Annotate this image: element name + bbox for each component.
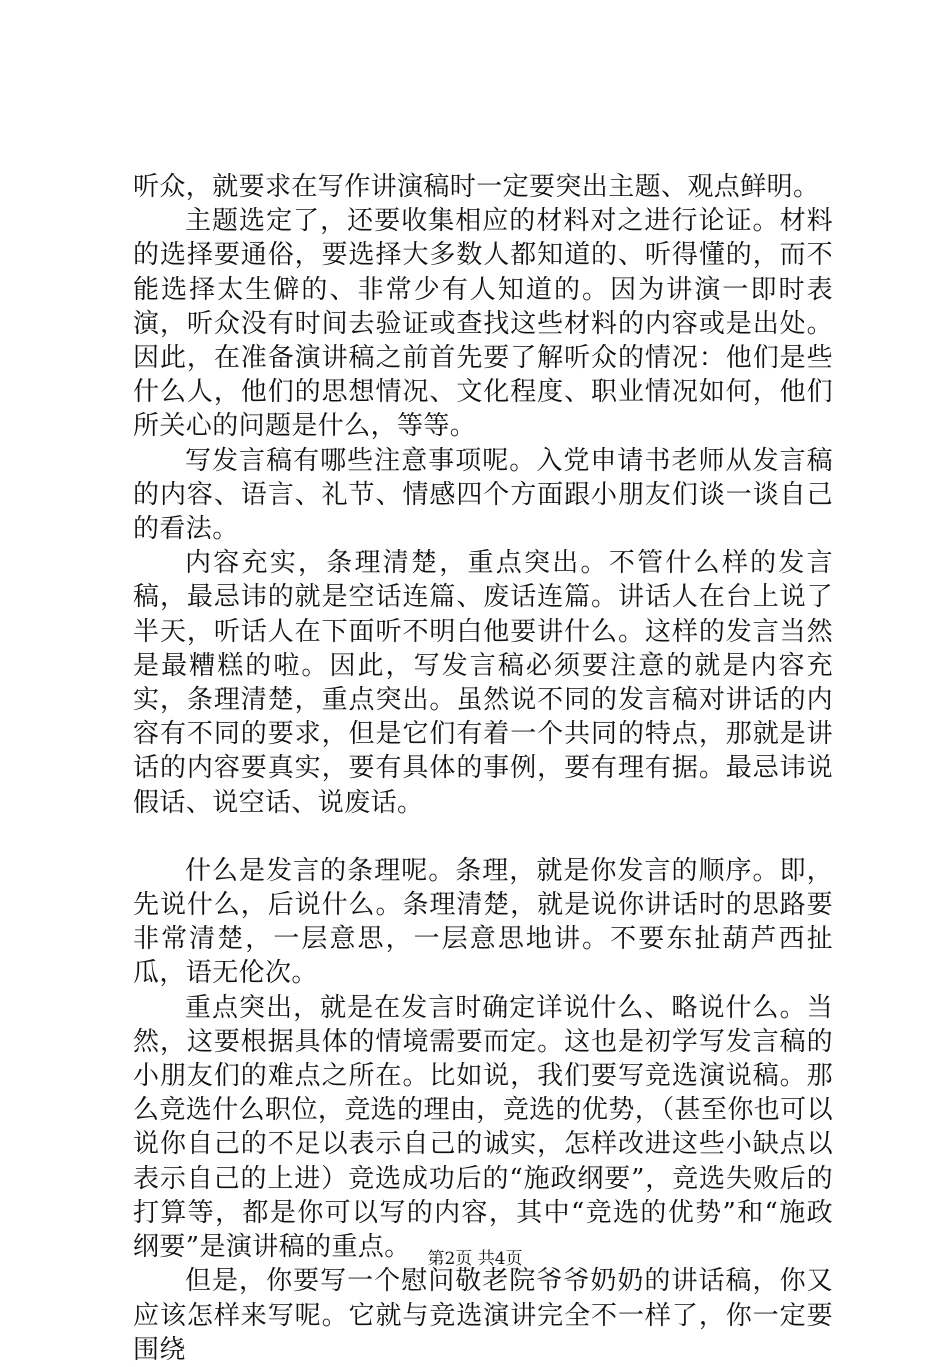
paragraph-order: 什么是发言的条理呢。条理，就是你发言的顺序。即，先说什么，后说什么。条理清楚，就是说你讲话时的思路要非常清楚，一层意思，一层意思地讲。不要东扯葫芦西扯瓜，语无伦次。 xyxy=(133,855,833,989)
paragraph-visit-speech: 但是，你要写一个慰问敬老院爷爷奶奶的讲话稿，你又应该怎样来写呢。它就与竞选演讲完全不一样了，你一定要围绕 xyxy=(133,1266,833,1365)
paragraph-topic-material: 主题选定了，还要收集相应的材料对之进行论证。材料的选择要通俗，要选择大多数人都知道的、听得懂的，而不能选择太生僻的、非常少有人知道的。因为讲演一即时表演，听众没有时间去验证或查找这些材料的内容或是出处。因此，在准备演讲稿之前首先要了解听众的情况：他们是些什么人，他们的思想情况、文化程度、职业情况如何，他们所关心的问题是什么，等等。 xyxy=(133,206,833,442)
document-body xyxy=(133,170,833,1367)
paragraph-emphasis: 重点突出，就是在发言时确定详说什么、略说什么。当然，这要根据具体的情境需要而定。这也是初学写发言稿的小朋友们的难点之所在。比如说，我们要写竞选演说稿。那么竞选什么职位，竞选的理由，竞选的优势，（甚至你也可以说你自己的不足以表示自己的诚实，怎样改进这些小缺点以表示自己的上进）竞选成功后的“施政纲要”，竞选失败后的打算等，都是你可以写的内容，其中“竞选的优势”和“施政纲要”是演讲稿的重点。 xyxy=(133,992,833,1263)
paragraph-gap xyxy=(133,820,833,854)
paragraph-continued: 听众，就要求在写作讲演稿时一定要突出主题、观点鲜明。 xyxy=(133,172,820,202)
page-footer: 第2页 共4页 xyxy=(427,1249,523,1269)
paragraph-speech-notes: 写发言稿有哪些注意事项呢。入党申请书老师从发言稿的内容、语言、礼节、情感四个方面跟小朋友们谈一谈自己的看法。 xyxy=(133,445,833,545)
paragraph-content-rich: 内容充实，条理清楚，重点突出。不管什么样的发言稿，最忌讳的就是空话连篇、废话连篇。讲话人在台上说了半天，听话人在下面听不明白他要讲什么。这样的发言当然是最糟糕的啦。因此，写发言稿必须要注意的就是内容充实，条理清楚，重点突出。虽然说不同的发言稿对讲话的内容有不同的要求，但是它们有着一个共同的特点，那就是讲话的内容要真实，要有具体的事例，要有理有据。最忌讳说假话、说空话、说废话。 xyxy=(133,548,833,818)
